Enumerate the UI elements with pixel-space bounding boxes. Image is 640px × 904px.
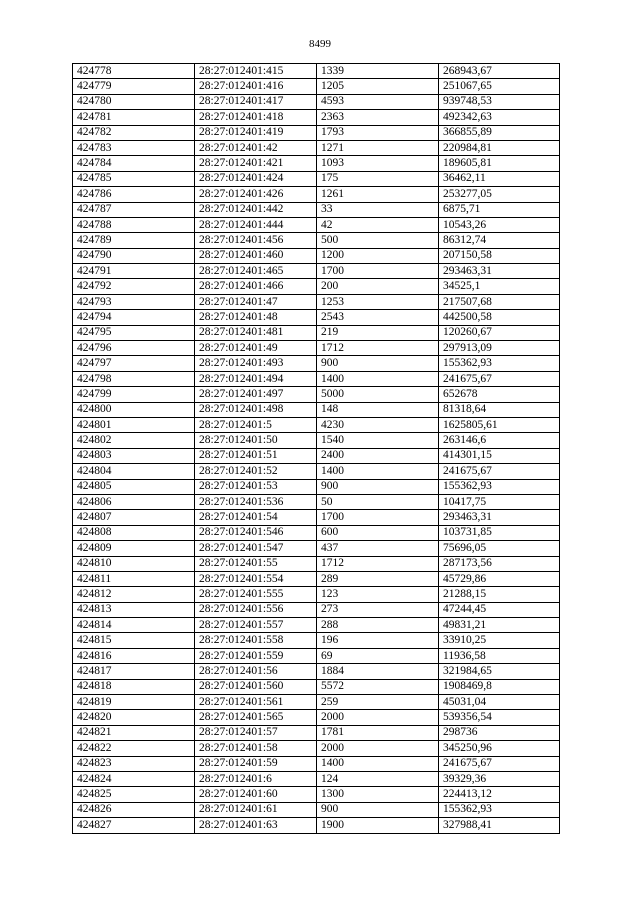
value-cell: 652678	[439, 387, 560, 402]
value-cell: 1908469,8	[439, 679, 560, 694]
record-number-cell: 424791	[73, 264, 195, 279]
table-row	[73, 710, 560, 725]
table-row	[73, 525, 560, 540]
area-cell: 1300	[317, 787, 439, 802]
cadastral-number-cell: 28:27:012401:444	[195, 217, 317, 232]
value-cell: 297913,09	[439, 341, 560, 356]
record-number-cell: 424799	[73, 387, 195, 402]
record-number-cell: 424820	[73, 710, 195, 725]
value-cell: 939748,53	[439, 94, 560, 109]
record-number-cell: 424805	[73, 479, 195, 494]
table-row	[73, 371, 560, 386]
table-row	[73, 125, 560, 140]
area-cell: 5572	[317, 679, 439, 694]
cadastral-number-cell: 28:27:012401:419	[195, 125, 317, 140]
area-cell: 4230	[317, 417, 439, 432]
record-number-cell: 424790	[73, 248, 195, 263]
record-number-cell: 424822	[73, 741, 195, 756]
registry-table	[72, 63, 560, 834]
value-cell: 366855,89	[439, 125, 560, 140]
cadastral-number-cell: 28:27:012401:560	[195, 679, 317, 694]
area-cell: 2363	[317, 110, 439, 125]
table-row	[73, 217, 560, 232]
record-number-cell: 424808	[73, 525, 195, 540]
table-row	[73, 695, 560, 710]
value-cell: 45031,04	[439, 695, 560, 710]
table-row	[73, 448, 560, 463]
value-cell: 220984,81	[439, 140, 560, 155]
record-number-cell: 424807	[73, 510, 195, 525]
cadastral-number-cell: 28:27:012401:554	[195, 571, 317, 586]
cadastral-number-cell: 28:27:012401:48	[195, 310, 317, 325]
area-cell: 175	[317, 171, 439, 186]
value-cell: 103731,85	[439, 525, 560, 540]
area-cell: 1400	[317, 464, 439, 479]
area-cell: 69	[317, 648, 439, 663]
record-number-cell: 424817	[73, 664, 195, 679]
area-cell: 1700	[317, 264, 439, 279]
record-number-cell: 424798	[73, 371, 195, 386]
value-cell: 155362,93	[439, 802, 560, 817]
value-cell: 36462,11	[439, 171, 560, 186]
table-row	[73, 618, 560, 633]
area-cell: 900	[317, 479, 439, 494]
cadastral-number-cell: 28:27:012401:546	[195, 525, 317, 540]
table-row	[73, 233, 560, 248]
cadastral-number-cell: 28:27:012401:558	[195, 633, 317, 648]
record-number-cell: 424825	[73, 787, 195, 802]
value-cell: 298736	[439, 725, 560, 740]
area-cell: 196	[317, 633, 439, 648]
value-cell: 33910,25	[439, 633, 560, 648]
area-cell: 1205	[317, 79, 439, 94]
area-cell: 50	[317, 494, 439, 509]
table-row	[73, 664, 560, 679]
record-number-cell: 424779	[73, 79, 195, 94]
cadastral-number-cell: 28:27:012401:416	[195, 79, 317, 94]
cadastral-number-cell: 28:27:012401:557	[195, 618, 317, 633]
table-row	[73, 602, 560, 617]
table-row	[73, 648, 560, 663]
value-cell: 414301,15	[439, 448, 560, 463]
area-cell: 219	[317, 325, 439, 340]
area-cell: 1781	[317, 725, 439, 740]
table-row	[73, 110, 560, 125]
cadastral-number-cell: 28:27:012401:415	[195, 64, 317, 79]
record-number-cell: 424804	[73, 464, 195, 479]
value-cell: 251067,65	[439, 79, 560, 94]
cadastral-number-cell: 28:27:012401:565	[195, 710, 317, 725]
page-number: 8499	[309, 38, 331, 50]
cadastral-number-cell: 28:27:012401:481	[195, 325, 317, 340]
area-cell: 1712	[317, 556, 439, 571]
value-cell: 224413,12	[439, 787, 560, 802]
cadastral-number-cell: 28:27:012401:456	[195, 233, 317, 248]
cadastral-number-cell: 28:27:012401:47	[195, 294, 317, 309]
record-number-cell: 424787	[73, 202, 195, 217]
value-cell: 155362,93	[439, 356, 560, 371]
table-row	[73, 802, 560, 817]
cadastral-number-cell: 28:27:012401:559	[195, 648, 317, 663]
record-number-cell: 424783	[73, 140, 195, 155]
table-row	[73, 725, 560, 740]
record-number-cell: 424789	[73, 233, 195, 248]
area-cell: 1339	[317, 64, 439, 79]
cadastral-number-cell: 28:27:012401:58	[195, 741, 317, 756]
cadastral-number-cell: 28:27:012401:460	[195, 248, 317, 263]
value-cell: 189605,81	[439, 156, 560, 171]
cadastral-number-cell: 28:27:012401:493	[195, 356, 317, 371]
cadastral-number-cell: 28:27:012401:536	[195, 494, 317, 509]
table-row	[73, 387, 560, 402]
registry-table-body	[73, 64, 560, 834]
record-number-cell: 424788	[73, 217, 195, 232]
value-cell: 49831,21	[439, 618, 560, 633]
table-row	[73, 679, 560, 694]
area-cell: 289	[317, 571, 439, 586]
record-number-cell: 424811	[73, 571, 195, 586]
cadastral-number-cell: 28:27:012401:51	[195, 448, 317, 463]
cadastral-number-cell: 28:27:012401:57	[195, 725, 317, 740]
value-cell: 268943,67	[439, 64, 560, 79]
value-cell: 327988,41	[439, 818, 560, 833]
cadastral-number-cell: 28:27:012401:50	[195, 433, 317, 448]
area-cell: 124	[317, 771, 439, 786]
table-row	[73, 294, 560, 309]
record-number-cell: 424795	[73, 325, 195, 340]
cadastral-number-cell: 28:27:012401:561	[195, 695, 317, 710]
area-cell: 1884	[317, 664, 439, 679]
area-cell: 2543	[317, 310, 439, 325]
cadastral-number-cell: 28:27:012401:5	[195, 417, 317, 432]
record-number-cell: 424818	[73, 679, 195, 694]
record-number-cell: 424801	[73, 417, 195, 432]
record-number-cell: 424812	[73, 587, 195, 602]
table-row	[73, 171, 560, 186]
area-cell: 33	[317, 202, 439, 217]
cadastral-number-cell: 28:27:012401:54	[195, 510, 317, 525]
area-cell: 1271	[317, 140, 439, 155]
table-row	[73, 771, 560, 786]
value-cell: 442500,58	[439, 310, 560, 325]
value-cell: 120260,67	[439, 325, 560, 340]
cadastral-number-cell: 28:27:012401:424	[195, 171, 317, 186]
area-cell: 4593	[317, 94, 439, 109]
record-number-cell: 424782	[73, 125, 195, 140]
area-cell: 259	[317, 695, 439, 710]
cadastral-number-cell: 28:27:012401:56	[195, 664, 317, 679]
table-row	[73, 494, 560, 509]
cadastral-number-cell: 28:27:012401:466	[195, 279, 317, 294]
cadastral-number-cell: 28:27:012401:52	[195, 464, 317, 479]
area-cell: 42	[317, 217, 439, 232]
value-cell: 81318,64	[439, 402, 560, 417]
table-row	[73, 433, 560, 448]
record-number-cell: 424815	[73, 633, 195, 648]
area-cell: 1700	[317, 510, 439, 525]
area-cell: 2000	[317, 741, 439, 756]
cadastral-number-cell: 28:27:012401:417	[195, 94, 317, 109]
cadastral-number-cell: 28:27:012401:498	[195, 402, 317, 417]
record-number-cell: 424823	[73, 756, 195, 771]
value-cell: 6875,71	[439, 202, 560, 217]
value-cell: 207150,58	[439, 248, 560, 263]
value-cell: 11936,58	[439, 648, 560, 663]
table-row	[73, 571, 560, 586]
cadastral-number-cell: 28:27:012401:49	[195, 341, 317, 356]
value-cell: 86312,74	[439, 233, 560, 248]
value-cell: 21288,15	[439, 587, 560, 602]
record-number-cell: 424785	[73, 171, 195, 186]
area-cell: 500	[317, 233, 439, 248]
table-row	[73, 264, 560, 279]
record-number-cell: 424794	[73, 310, 195, 325]
cadastral-number-cell: 28:27:012401:442	[195, 202, 317, 217]
area-cell: 148	[317, 402, 439, 417]
value-cell: 39329,36	[439, 771, 560, 786]
value-cell: 155362,93	[439, 479, 560, 494]
cadastral-number-cell: 28:27:012401:55	[195, 556, 317, 571]
record-number-cell: 424800	[73, 402, 195, 417]
value-cell: 45729,86	[439, 571, 560, 586]
value-cell: 492342,63	[439, 110, 560, 125]
value-cell: 539356,54	[439, 710, 560, 725]
cadastral-number-cell: 28:27:012401:426	[195, 187, 317, 202]
area-cell: 600	[317, 525, 439, 540]
record-number-cell: 424824	[73, 771, 195, 786]
value-cell: 10417,75	[439, 494, 560, 509]
record-number-cell: 424792	[73, 279, 195, 294]
value-cell: 321984,65	[439, 664, 560, 679]
table-row	[73, 756, 560, 771]
table-row	[73, 556, 560, 571]
value-cell: 293463,31	[439, 264, 560, 279]
area-cell: 900	[317, 356, 439, 371]
cadastral-number-cell: 28:27:012401:465	[195, 264, 317, 279]
table-row	[73, 156, 560, 171]
table-row	[73, 541, 560, 556]
value-cell: 253277,05	[439, 187, 560, 202]
table-row	[73, 64, 560, 79]
table-row	[73, 248, 560, 263]
area-cell: 1712	[317, 341, 439, 356]
cadastral-number-cell: 28:27:012401:497	[195, 387, 317, 402]
record-number-cell: 424786	[73, 187, 195, 202]
area-cell: 1200	[317, 248, 439, 263]
cadastral-number-cell: 28:27:012401:556	[195, 602, 317, 617]
record-number-cell: 424796	[73, 341, 195, 356]
table-row	[73, 587, 560, 602]
area-cell: 900	[317, 802, 439, 817]
record-number-cell: 424827	[73, 818, 195, 833]
area-cell: 1253	[317, 294, 439, 309]
record-number-cell: 424781	[73, 110, 195, 125]
table-row	[73, 325, 560, 340]
table-row	[73, 510, 560, 525]
record-number-cell: 424778	[73, 64, 195, 79]
table-row	[73, 464, 560, 479]
value-cell: 241675,67	[439, 464, 560, 479]
area-cell: 1793	[317, 125, 439, 140]
value-cell: 263146,6	[439, 433, 560, 448]
area-cell: 2400	[317, 448, 439, 463]
value-cell: 345250,96	[439, 741, 560, 756]
cadastral-number-cell: 28:27:012401:421	[195, 156, 317, 171]
table-row	[73, 187, 560, 202]
record-number-cell: 424816	[73, 648, 195, 663]
area-cell: 273	[317, 602, 439, 617]
table-row	[73, 94, 560, 109]
area-cell: 1261	[317, 187, 439, 202]
table-row	[73, 417, 560, 432]
table-row	[73, 79, 560, 94]
value-cell: 293463,31	[439, 510, 560, 525]
area-cell: 1400	[317, 756, 439, 771]
cadastral-number-cell: 28:27:012401:547	[195, 541, 317, 556]
cadastral-number-cell: 28:27:012401:59	[195, 756, 317, 771]
table-row	[73, 787, 560, 802]
value-cell: 241675,67	[439, 756, 560, 771]
area-cell: 1900	[317, 818, 439, 833]
area-cell: 5000	[317, 387, 439, 402]
table-row	[73, 140, 560, 155]
area-cell: 437	[317, 541, 439, 556]
table-row	[73, 479, 560, 494]
area-cell: 1400	[317, 371, 439, 386]
record-number-cell: 424806	[73, 494, 195, 509]
area-cell: 1093	[317, 156, 439, 171]
record-number-cell: 424813	[73, 602, 195, 617]
cadastral-number-cell: 28:27:012401:53	[195, 479, 317, 494]
record-number-cell: 424814	[73, 618, 195, 633]
table-row	[73, 741, 560, 756]
record-number-cell: 424780	[73, 94, 195, 109]
area-cell: 123	[317, 587, 439, 602]
cadastral-number-cell: 28:27:012401:555	[195, 587, 317, 602]
cadastral-number-cell: 28:27:012401:494	[195, 371, 317, 386]
table-row	[73, 356, 560, 371]
record-number-cell: 424810	[73, 556, 195, 571]
cadastral-number-cell: 28:27:012401:63	[195, 818, 317, 833]
value-cell: 47244,45	[439, 602, 560, 617]
cadastral-number-cell: 28:27:012401:6	[195, 771, 317, 786]
cadastral-number-cell: 28:27:012401:418	[195, 110, 317, 125]
record-number-cell: 424809	[73, 541, 195, 556]
table-row	[73, 402, 560, 417]
table-row	[73, 310, 560, 325]
record-number-cell: 424803	[73, 448, 195, 463]
value-cell: 75696,05	[439, 541, 560, 556]
area-cell: 2000	[317, 710, 439, 725]
cadastral-number-cell: 28:27:012401:42	[195, 140, 317, 155]
table-row	[73, 633, 560, 648]
record-number-cell: 424784	[73, 156, 195, 171]
value-cell: 241675,67	[439, 371, 560, 386]
table-row	[73, 341, 560, 356]
table-row	[73, 202, 560, 217]
value-cell: 34525,1	[439, 279, 560, 294]
value-cell: 10543,26	[439, 217, 560, 232]
record-number-cell: 424826	[73, 802, 195, 817]
value-cell: 287173,56	[439, 556, 560, 571]
record-number-cell: 424797	[73, 356, 195, 371]
value-cell: 217507,68	[439, 294, 560, 309]
table-row	[73, 279, 560, 294]
table-row	[73, 818, 560, 833]
area-cell: 200	[317, 279, 439, 294]
record-number-cell: 424819	[73, 695, 195, 710]
area-cell: 288	[317, 618, 439, 633]
cadastral-number-cell: 28:27:012401:60	[195, 787, 317, 802]
record-number-cell: 424793	[73, 294, 195, 309]
cadastral-number-cell: 28:27:012401:61	[195, 802, 317, 817]
area-cell: 1540	[317, 433, 439, 448]
record-number-cell: 424802	[73, 433, 195, 448]
value-cell: 1625805,61	[439, 417, 560, 432]
record-number-cell: 424821	[73, 725, 195, 740]
